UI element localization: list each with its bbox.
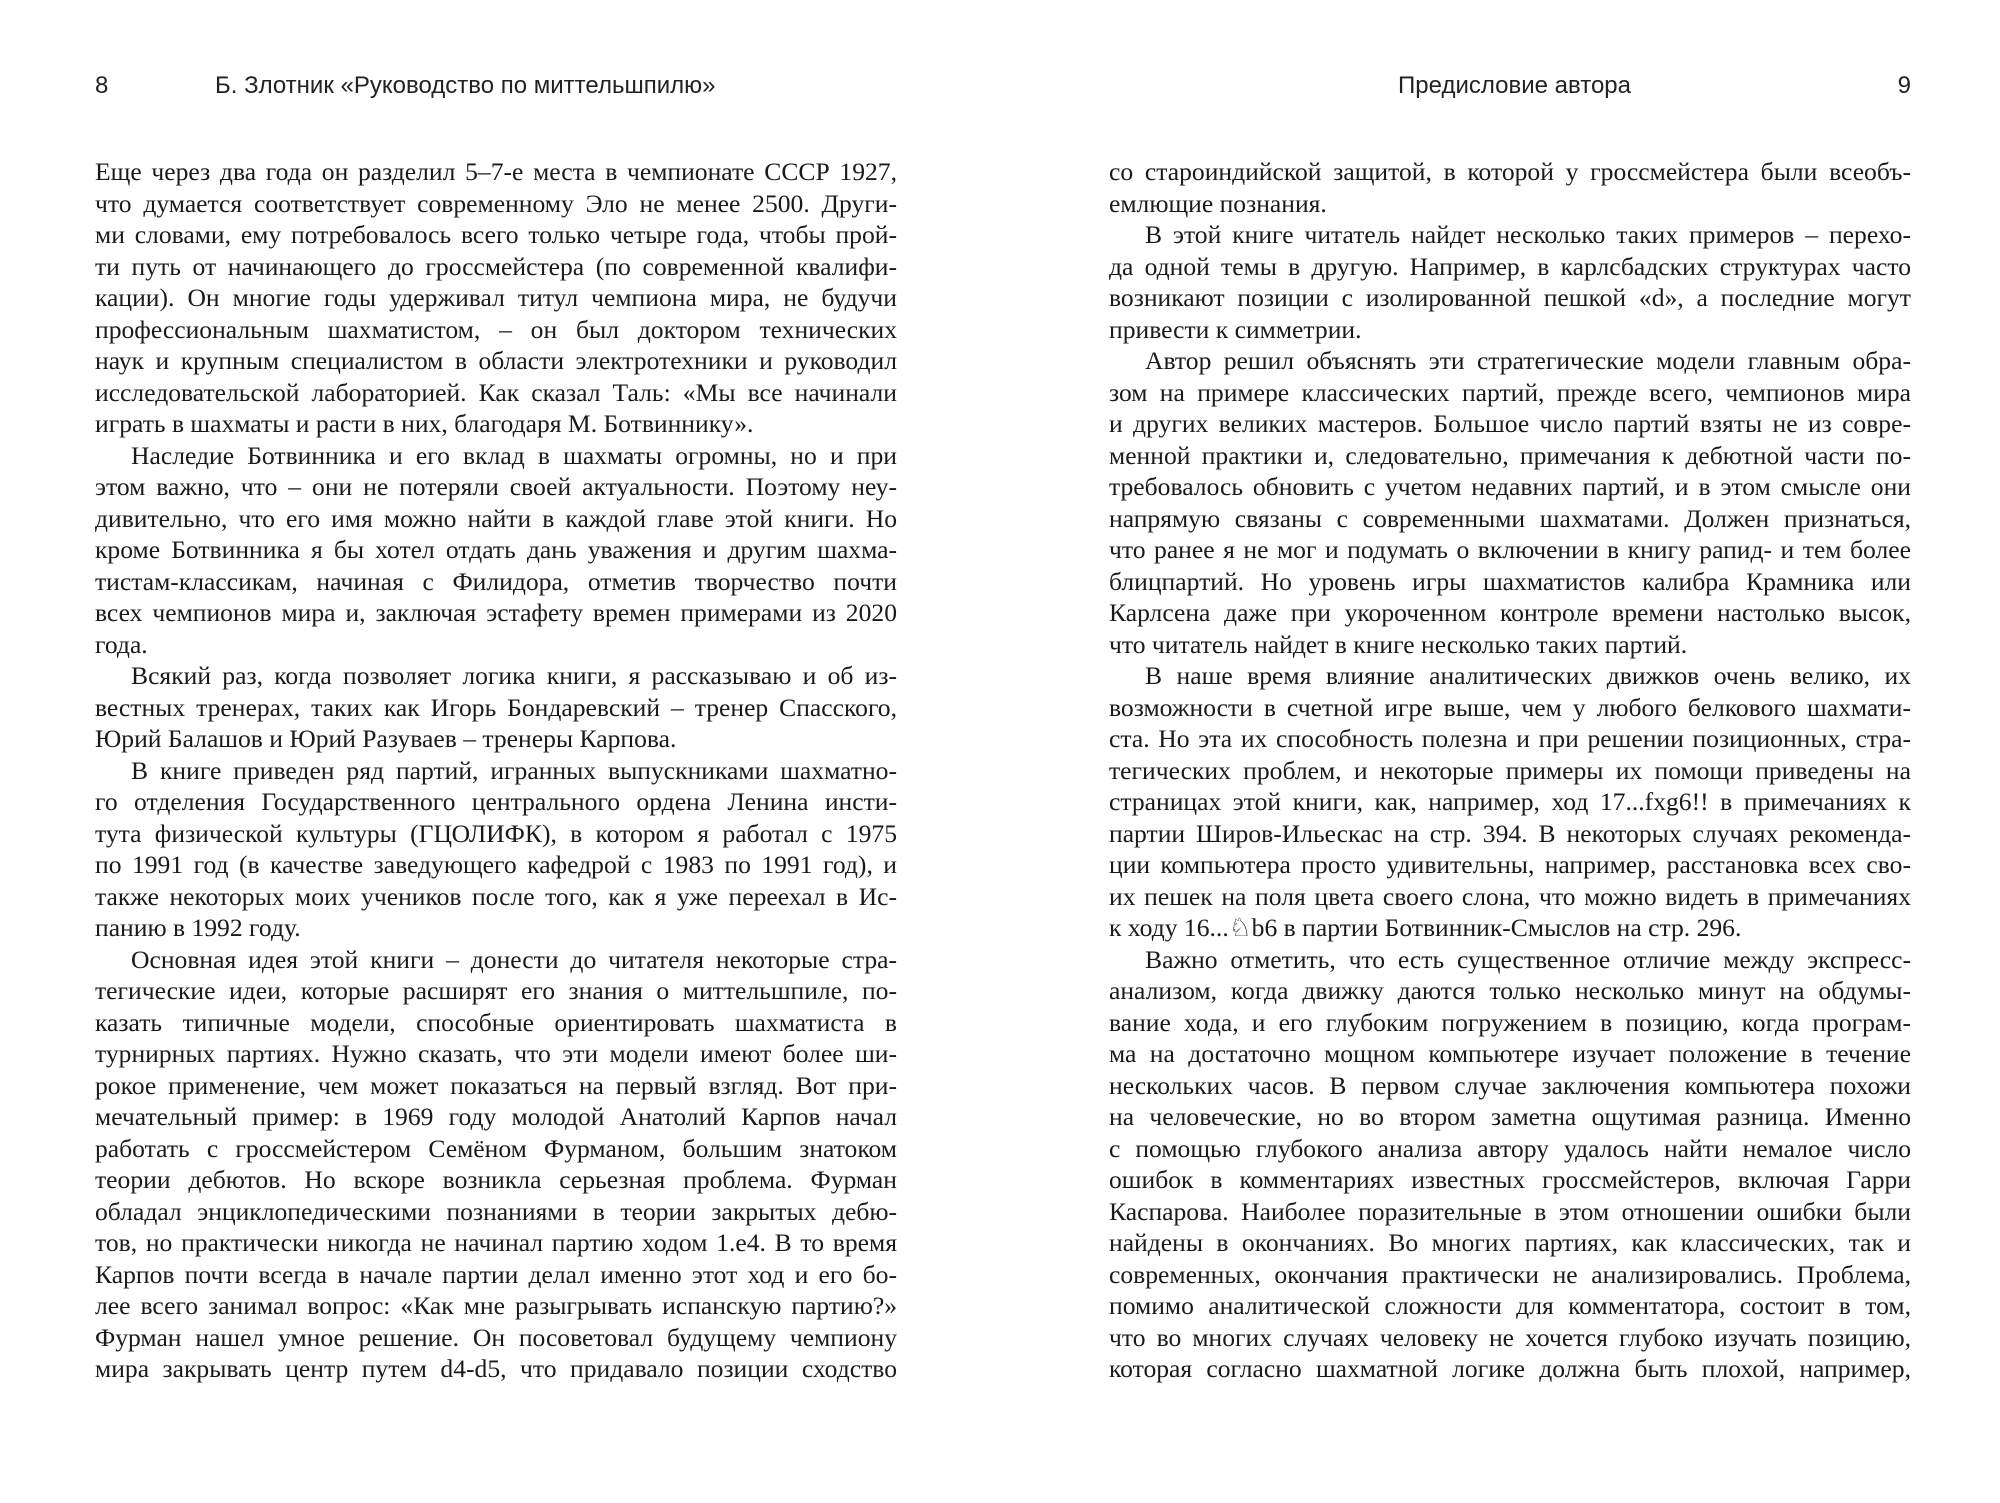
text-line: на человеческие, но во втором заметна ощутимая разница. Именно [1109, 1102, 1911, 1131]
text-line: вестных тренерах, таких как Игорь Бондаревский – тренер Спасского, [95, 692, 897, 722]
left-page [95, 0, 897, 1503]
text-line: да одной темы в другую. Например, в карлсбадских структурах часто [1109, 251, 1911, 281]
text-line: современных, окончания практически не анализировались. Проблема, [1109, 1259, 1911, 1289]
left-page-header [95, 72, 897, 112]
text-line: казать типичные модели, способные ориентировать шахматиста в [95, 1007, 897, 1037]
running-header: Б. Злотник «Руководство по миттельшпилю» [215, 72, 716, 99]
text-line: что ранее я не мог и подумать о включении в книгу рапид- и тем более [1109, 535, 1911, 564]
text-line: исследовательской лабораторией. Как сказал Таль: «Мы все начинали [95, 377, 897, 407]
text-line: го отделения Государственного центрального ордена Ленина инсти- [95, 787, 897, 816]
text-line: напрямую связаны с современными шахматами. Должен признаться, [1109, 503, 1911, 533]
text-line: Еще через два года он разделил 5–7-е места в чемпионате СССР 1927, [95, 157, 897, 186]
text-line: турнирных партиях. Нужно сказать, что эти модели имеют более ши- [95, 1039, 897, 1068]
text-line: партии Широв-Ильескас на стр. 394. В некоторых случаях рекоменда- [1109, 818, 1911, 848]
text-line: привести к симметрии. [1109, 314, 1362, 344]
text-line: рокое применение, чем может показаться на первый взгляд. Вот при- [95, 1070, 897, 1100]
text-line: дивительно, что его имя можно найти в каждой главе этой книги. Но [95, 503, 897, 533]
text-line: помимо аналитической сложности для комментатора, состоит в том, [1109, 1291, 1911, 1320]
page-number: 8 [95, 72, 109, 99]
text-line: играть в шахматы и расти в них, благодаря М. Ботвиннику». [95, 409, 754, 438]
left-page-body [95, 156, 897, 1385]
text-line: Важно отметить, что есть существенное отличие между экспресс- [1145, 944, 1911, 974]
text-line: возникают позиции с изолированной пешкой «d», а последние могут [1109, 283, 1911, 312]
text-line: найдены в окончаниях. Во многих партиях, как классических, так и [1109, 1228, 1911, 1257]
text-line: вание хода, и его глубоким погружением в позицию, когда програм- [1109, 1007, 1911, 1037]
text-line: с помощью глубокого анализа автору удалось найти немалое число [1109, 1133, 1911, 1163]
text-line: по 1991 год (в качестве заведующего кафедрой с 1983 по 1991 год), и [95, 850, 897, 879]
text-line: нескольких часов. В первом случае заключения компьютера похожи [1109, 1070, 1911, 1100]
text-line: анализом, когда движку даются только несколько минут на обдумы- [1109, 976, 1911, 1005]
text-line: что думается соответствует современному Эло не менее 2500. Други- [95, 188, 897, 218]
text-line: их пешек на поля цвета своего слона, что можно видеть в примечаниях [1109, 881, 1911, 911]
text-line: ма на достаточно мощном компьютере изучает положение в течение [1109, 1039, 1911, 1068]
right-page [1109, 0, 1911, 1503]
text-line: этом важно, что – они не потеряли своей актуальности. Поэтому неу- [95, 472, 897, 501]
text-line: работать с гроссмейстером Семёном Фурманом, большим знатоком [95, 1133, 897, 1163]
text-line: ста. Но эта их способность полезна и при решении позиционных, стра- [1109, 724, 1911, 753]
text-line: что во многих случаях человеку не хочется глубоко изучать позицию, [1109, 1322, 1911, 1352]
text-line: емлющие познания. [1109, 188, 1327, 218]
text-line: мира закрывать центр путем d4-d5, что придавало позиции сходство [95, 1354, 897, 1383]
text-line: Всякий раз, когда позволяет логика книги, я рассказываю и об из- [131, 661, 897, 690]
text-line: зом на примере классических партий, прежде всего, чемпионов мира [1109, 377, 1911, 407]
text-line: Наследие Ботвинника и его вклад в шахматы огромны, но и при [131, 440, 897, 470]
text-line: тегические идеи, которые расширят его знания о миттельшпиле, по- [95, 976, 897, 1005]
text-line: В наше время влияние аналитических движков очень велико, их [1145, 661, 1911, 690]
right-page-body [1109, 156, 1911, 1385]
text-line: обладал энциклопедическими познаниями в теории закрытых дебю- [95, 1196, 897, 1226]
text-line: что читатель найдет в книге несколько таких партий. [1109, 629, 1688, 659]
text-line: Фурман нашел умное решение. Он посоветовал будущему чемпиону [95, 1322, 897, 1352]
text-line: и других великих мастеров. Большое число партий взяты не из совре- [1109, 409, 1911, 438]
text-line: В этой книге читатель найдет несколько таких примеров – перехо- [1145, 220, 1911, 249]
text-line: ции компьютера просто удивительны, например, расстановка всех сво- [1109, 850, 1911, 879]
text-line: Основная идея этой книги – донести до читателя некоторые стра- [131, 944, 897, 974]
page-number: 9 [1897, 72, 1911, 99]
text-line: тегических проблем, и некоторые примеры их помощи приведены на [1109, 755, 1911, 785]
running-header: Предисловие автора [1398, 72, 1631, 99]
text-line: блицпартий. Но уровень игры шахматистов калибра Крамника или [1109, 566, 1911, 596]
text-line: ошибок в комментариях известных гроссмейстеров, включая Гарри [1109, 1165, 1911, 1194]
text-line: тута физической культуры (ГЦОЛИФК), в котором я работал с 1975 [95, 818, 897, 848]
text-line: теории дебютов. Но вскоре возникла серьезная проблема. Фурман [95, 1165, 897, 1194]
text-line: Карлсена даже при укороченном контроле времени настолько высок, [1109, 598, 1911, 627]
text-line: возможности в счетной игре выше, чем у любого белкового шахмати- [1109, 692, 1911, 722]
text-line: года. [95, 629, 148, 659]
right-page-header [1109, 72, 1911, 112]
text-line: менной практики и, следовательно, примечания к дебютной части по- [1109, 440, 1911, 470]
text-line: панию в 1992 году. [95, 913, 301, 942]
text-line: также некоторых моих учеников после того, как я уже переехал в Ис- [95, 881, 897, 911]
text-line: требовалось обновить с учетом недавних партий, и в этом смысле они [1109, 472, 1911, 501]
text-line: профессиональным шахматистом, – он был доктором технических [95, 314, 897, 344]
text-line: лее всего занимал вопрос: «Как мне разыгрывать испанскую партию?» [95, 1291, 897, 1320]
text-line: ми словами, ему потребовалось всего только четыре года, чтобы прой- [95, 220, 897, 249]
text-line: Каспарова. Наиболее поразительные в этом отношении ошибки были [1109, 1196, 1911, 1226]
text-line: ти путь от начинающего до гроссмейстера (по современной квалифи- [95, 251, 897, 281]
text-line: кроме Ботвинника я бы хотел отдать дань уважения и другим шахма- [95, 535, 897, 564]
text-line: со староиндийской защитой, в которой у гроссмейстера были всеобъ- [1109, 157, 1911, 186]
text-line: Юрий Балашов и Юрий Разуваев – тренеры Карпова. [95, 724, 677, 753]
text-line: которая согласно шахматной логике должна быть плохой, например, [1109, 1354, 1911, 1383]
text-line: всех чемпионов мира и, заключая эстафету времен примерами из 2020 [95, 598, 897, 627]
text-line: Карпов почти всегда в начале партии делал именно этот ход и его бо- [95, 1259, 897, 1289]
text-line: страницах этой книги, как, например, ход 17...fxg6!! в примечаниях к [1109, 787, 1911, 816]
text-line: тов, но практически никогда не начинал партию ходом 1.е4. В то время [95, 1228, 897, 1257]
text-line: тистам-классикам, начиная с Филидора, отметив творчество почти [95, 566, 897, 596]
text-line: к ходу 16...♘b6 в партии Ботвинник-Смыслов на стр. 296. [1109, 913, 1742, 942]
text-line: кации). Он многие годы удерживал титул чемпиона мира, не будучи [95, 283, 897, 312]
text-line: Автор решил объяснять эти стратегические модели главным обра- [1145, 346, 1911, 375]
text-line: В книге приведен ряд партий, игранных выпускниками шахматно- [131, 755, 897, 785]
text-line: наук и крупным специалистом в области электротехники и руководил [95, 346, 897, 375]
text-line: мечательный пример: в 1969 году молодой Анатолий Карпов начал [95, 1102, 897, 1131]
